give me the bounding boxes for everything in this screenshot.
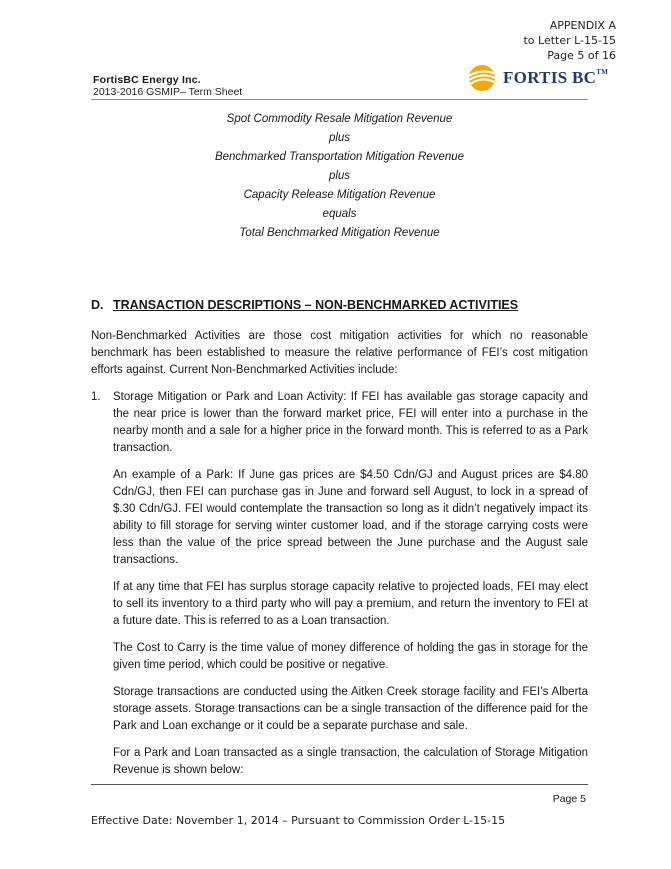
paragraph: For a Park and Loan transacted as a single transaction, the calculation of Storage Mitigation Revenue is shown below:: [113, 747, 588, 776]
formula-line: Spot Commodity Resale Mitigation Revenue: [226, 113, 453, 125]
effective-date: Effective Date: November 1, 2014 – Pursuant to Commission Order L-15-15: [91, 814, 506, 827]
company-name: FortisBC Energy Inc.: [93, 74, 201, 86]
paragraph: The Cost to Carry is the time value of money difference of holding the gas in storage for the given time period, which could be positive or negative.: [113, 642, 588, 671]
paragraph: Storage transactions are conducted using the Aitken Creek storage facility and FEI’s Alberta storage assets. Storage transactions can be a single transaction of the difference paid for the Park and Loan exchange or it could be a separate purchase and sale.: [113, 686, 588, 732]
document-body: [91, 328, 588, 789]
paragraph: If at any time that FEI has surplus storage capacity relative to projected loads, FEI may elect to sell its inventory to a third party who will pay a premium, and return the inventory to FEI at a future date. This is referred to as a Loan transaction.: [113, 581, 588, 627]
formula-result: Total Benchmarked Mitigation Revenue: [239, 227, 440, 239]
paragraph: An example of a Park: If June gas prices are $4.50 Cdn/GJ and August prices are $4.80 Cdn/GJ, then FEI can purchase gas in June and forward sell August, to lock in a spread of $.30 Cdn/GJ. FEI would contemplate the transaction so long as it didn’t negatively impact its ability to fill storage for serving winter customer load, and if the storage carrying costs were less than the value of the price spread between the June purchase and the August sale transactions.: [113, 469, 588, 566]
formula-line: Benchmarked Transportation Mitigation Revenue: [214, 151, 465, 163]
appendix-header: [523, 18, 616, 63]
formula-operator: plus: [328, 132, 351, 144]
formula-line: Capacity Release Mitigation Revenue: [243, 189, 436, 201]
appendix-label: APPENDIX A: [549, 19, 616, 32]
intro-paragraph: Non-Benchmarked Activities are those cost mitigation activities for which no reasonable benchmark has been established to measure the relative performance of FEI’s cost mitigation efforts against. Current Non-Benchmarked Activities include:: [91, 330, 588, 376]
paragraph: Storage Mitigation or Park and Loan Activity: If FEI has available gas storage capacity and the near price is lower than the forward market price, FEI will enter into a purchase in the nearby month and a sale for a higher price in the forward month. This is referred to as a Park transaction.: [113, 391, 588, 454]
page-number: Page 5: [552, 793, 586, 805]
letter-reference: to Letter L-15-15: [523, 34, 616, 47]
section-title: TRANSACTION DESCRIPTIONS – NON-BENCHMARKED ACTIVITIES: [113, 298, 519, 312]
header-divider: [91, 99, 588, 100]
formula-operator: plus: [328, 170, 351, 182]
appendix-page-count: Page 5 of 16: [547, 49, 616, 62]
section-letter: D.: [91, 298, 104, 312]
section-heading: [91, 298, 518, 312]
footer-divider: [91, 784, 588, 785]
list-number: 1.: [91, 391, 101, 403]
benchmarked-formula: [91, 111, 588, 244]
document-subtitle: 2013-2016 GSMIP– Term Sheet: [93, 86, 243, 98]
formula-operator: equals: [322, 208, 357, 220]
list-item: [91, 389, 588, 779]
company-header: [93, 74, 242, 98]
fortis-sun-icon: [463, 63, 501, 93]
logo-text: FORTIS BC™: [503, 68, 609, 87]
fortisbc-logo: [463, 63, 609, 93]
